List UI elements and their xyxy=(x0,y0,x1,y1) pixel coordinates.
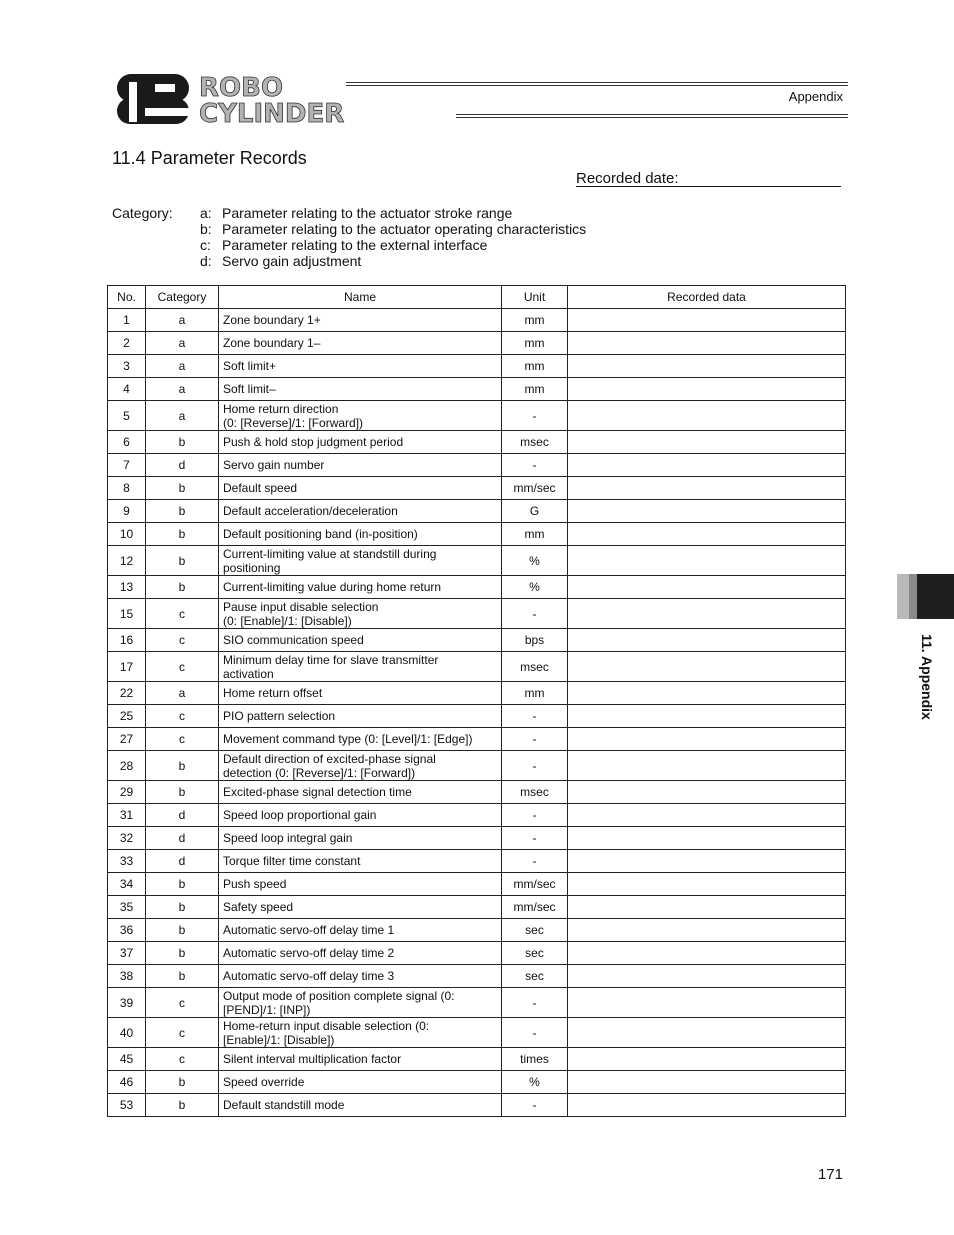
cell-name-line: PIO pattern selection xyxy=(223,709,336,723)
cell-name xyxy=(219,1048,502,1071)
cell-category: d xyxy=(146,827,219,850)
cell-name-line: Safety speed xyxy=(223,900,294,914)
cell-no: 7 xyxy=(108,454,146,477)
cell-no: 28 xyxy=(108,751,146,781)
cell-name xyxy=(219,781,502,804)
cell-name xyxy=(219,873,502,896)
cell-name xyxy=(219,705,502,728)
table-row xyxy=(108,850,846,873)
cell-unit: % xyxy=(502,1071,568,1094)
cell-category: a xyxy=(146,682,219,705)
cell-category: b xyxy=(146,965,219,988)
cell-unit: - xyxy=(502,705,568,728)
parameter-records-table xyxy=(107,285,846,1117)
cell-name-line: Speed loop integral gain xyxy=(223,831,353,845)
cell-name xyxy=(219,477,502,500)
cell-unit: mm xyxy=(502,682,568,705)
cell-recorded-data xyxy=(568,988,846,1018)
table-row xyxy=(108,599,846,629)
cell-category: b xyxy=(146,431,219,454)
cell-unit: mm xyxy=(502,332,568,355)
cell-name xyxy=(219,965,502,988)
category-text: Servo gain adjustment xyxy=(222,253,362,269)
cell-name-line: Default positioning band (in-position) xyxy=(223,527,418,541)
column-header-name: Name xyxy=(219,286,502,309)
cell-category: a xyxy=(146,355,219,378)
cell-no: 13 xyxy=(108,576,146,599)
table-row xyxy=(108,873,846,896)
cell-name xyxy=(219,804,502,827)
cell-name-line: activation xyxy=(223,666,274,681)
category-item xyxy=(200,221,586,237)
cell-name xyxy=(219,652,502,682)
cell-unit: msec xyxy=(502,431,568,454)
cell-category: b xyxy=(146,1071,219,1094)
cell-name-line: [Enable]/1: [Disable]) xyxy=(223,1032,335,1047)
cell-name xyxy=(219,500,502,523)
cell-unit: mm xyxy=(502,523,568,546)
cell-name-line: Push speed xyxy=(223,877,287,891)
category-item xyxy=(200,205,512,221)
cell-recorded-data xyxy=(568,896,846,919)
cell-unit: - xyxy=(502,827,568,850)
cell-name-line: Movement command type (0: [Level]/1: [Edge]) xyxy=(223,732,473,746)
cell-name xyxy=(219,599,502,629)
table-row xyxy=(108,1071,846,1094)
table-row xyxy=(108,896,846,919)
cell-category: b xyxy=(146,546,219,576)
cell-recorded-data xyxy=(568,873,846,896)
chapter-tab-stripe-light xyxy=(897,574,909,619)
cell-name-line: (0: [Enable]/1: [Disable]) xyxy=(223,613,352,628)
cell-unit: mm/sec xyxy=(502,477,568,500)
cell-category: c xyxy=(146,652,219,682)
cell-name-line: Soft limit+ xyxy=(223,359,277,373)
cell-recorded-data xyxy=(568,682,846,705)
cell-unit: G xyxy=(502,500,568,523)
cell-name-line: Home-return input disable selection (0: xyxy=(223,1018,430,1033)
cell-unit: mm/sec xyxy=(502,873,568,896)
cell-recorded-data xyxy=(568,454,846,477)
cell-recorded-data xyxy=(568,309,846,332)
column-header-category: Category xyxy=(146,286,219,309)
cell-category: a xyxy=(146,378,219,401)
table-row xyxy=(108,431,846,454)
cell-no: 16 xyxy=(108,629,146,652)
cell-name-line: Servo gain number xyxy=(223,458,325,472)
cell-recorded-data xyxy=(568,378,846,401)
cell-unit: % xyxy=(502,576,568,599)
table-row xyxy=(108,804,846,827)
cell-recorded-data xyxy=(568,1048,846,1071)
cell-category: d xyxy=(146,804,219,827)
table-row xyxy=(108,477,846,500)
cell-name xyxy=(219,682,502,705)
cell-no: 34 xyxy=(108,873,146,896)
cell-no: 32 xyxy=(108,827,146,850)
cell-category: c xyxy=(146,1048,219,1071)
cell-no: 1 xyxy=(108,309,146,332)
table-row xyxy=(108,523,846,546)
table-row xyxy=(108,781,846,804)
header-rule-bottom-2 xyxy=(456,117,848,118)
cell-unit: mm/sec xyxy=(502,896,568,919)
cell-recorded-data xyxy=(568,500,846,523)
cell-recorded-data xyxy=(568,652,846,682)
cell-name-line: Default acceleration/deceleration xyxy=(223,504,398,518)
cell-category: c xyxy=(146,629,219,652)
cell-category: d xyxy=(146,850,219,873)
column-header-recorded-data: Recorded data xyxy=(568,286,846,309)
cell-name xyxy=(219,1071,502,1094)
cell-name-line: Output mode of position complete signal (0: xyxy=(223,988,455,1003)
cell-no: 5 xyxy=(108,401,146,431)
cell-name xyxy=(219,332,502,355)
cell-no: 6 xyxy=(108,431,146,454)
cell-unit: mm xyxy=(502,309,568,332)
cell-name-line: Automatic servo-off delay time 1 xyxy=(223,923,395,937)
cell-category: a xyxy=(146,309,219,332)
cell-name xyxy=(219,523,502,546)
table-body xyxy=(108,309,846,1117)
cell-category: b xyxy=(146,896,219,919)
table-row xyxy=(108,332,846,355)
cell-unit: - xyxy=(502,988,568,1018)
table-header-row xyxy=(108,286,846,309)
page-number: 171 xyxy=(817,1166,843,1183)
cell-recorded-data xyxy=(568,629,846,652)
cell-name-line: Zone boundary 1+ xyxy=(223,313,321,327)
cell-no: 38 xyxy=(108,965,146,988)
header-rule-bottom-1 xyxy=(456,114,848,115)
cell-category: a xyxy=(146,332,219,355)
cell-unit: - xyxy=(502,454,568,477)
cell-no: 25 xyxy=(108,705,146,728)
cell-recorded-data xyxy=(568,401,846,431)
table-row xyxy=(108,751,846,781)
cell-name-line: Speed loop proportional gain xyxy=(223,808,377,822)
cell-category: c xyxy=(146,988,219,1018)
cell-name xyxy=(219,1094,502,1117)
cell-recorded-data xyxy=(568,728,846,751)
cell-unit: - xyxy=(502,728,568,751)
cell-name xyxy=(219,850,502,873)
cell-category: c xyxy=(146,1018,219,1048)
cell-name-line: Push & hold stop judgment period xyxy=(223,435,404,449)
cell-recorded-data xyxy=(568,705,846,728)
cell-unit: - xyxy=(502,1018,568,1048)
cell-unit: sec xyxy=(502,919,568,942)
cell-no: 12 xyxy=(108,546,146,576)
cell-category: b xyxy=(146,873,219,896)
table-row xyxy=(108,546,846,576)
header-rule-top-2 xyxy=(346,85,848,86)
table-row xyxy=(108,827,846,850)
cell-unit: mm xyxy=(502,378,568,401)
category-key: b: xyxy=(200,221,212,237)
cell-name-line: Current-limiting value at standstill during xyxy=(223,546,437,561)
cell-category: b xyxy=(146,919,219,942)
cell-name xyxy=(219,1018,502,1048)
table-row xyxy=(108,988,846,1018)
cell-name-line: Silent interval multiplication factor xyxy=(223,1052,402,1066)
cell-name xyxy=(219,896,502,919)
cell-no: 33 xyxy=(108,850,146,873)
cell-no: 53 xyxy=(108,1094,146,1117)
cell-name-line: positioning xyxy=(223,560,281,575)
table-row xyxy=(108,454,846,477)
cell-name xyxy=(219,827,502,850)
cell-recorded-data xyxy=(568,850,846,873)
cell-recorded-data xyxy=(568,1071,846,1094)
cell-name-line: Home return direction xyxy=(223,401,339,416)
cell-recorded-data xyxy=(568,1018,846,1048)
cell-name-line: Default standstill mode xyxy=(223,1098,345,1112)
cell-no: 46 xyxy=(108,1071,146,1094)
cell-name xyxy=(219,728,502,751)
cell-name-line: SIO communication speed xyxy=(223,633,364,647)
table-row xyxy=(108,500,846,523)
cell-category: b xyxy=(146,500,219,523)
cell-name-line: Pause input disable selection xyxy=(223,599,379,614)
cell-name xyxy=(219,751,502,781)
cell-recorded-data xyxy=(568,804,846,827)
cell-name xyxy=(219,919,502,942)
cell-recorded-data xyxy=(568,942,846,965)
cell-name xyxy=(219,546,502,576)
cell-no: 36 xyxy=(108,919,146,942)
category-key: c: xyxy=(200,237,211,253)
cell-category: c xyxy=(146,705,219,728)
category-item xyxy=(200,237,487,253)
cell-unit: - xyxy=(502,1094,568,1117)
chapter-tab-stripe-mid xyxy=(909,574,917,619)
cell-no: 22 xyxy=(108,682,146,705)
cell-name xyxy=(219,355,502,378)
cell-unit: sec xyxy=(502,942,568,965)
cell-unit: - xyxy=(502,850,568,873)
cell-name-line: Excited-phase signal detection time xyxy=(223,785,412,799)
cell-category: b xyxy=(146,942,219,965)
cell-unit: bps xyxy=(502,629,568,652)
chapter-tab-stripe-dark xyxy=(917,574,954,619)
table-row xyxy=(108,705,846,728)
cell-recorded-data xyxy=(568,355,846,378)
table-row xyxy=(108,1048,846,1071)
cell-unit: - xyxy=(502,401,568,431)
table-row xyxy=(108,576,846,599)
cell-unit: sec xyxy=(502,965,568,988)
cell-recorded-data xyxy=(568,965,846,988)
cell-unit: - xyxy=(502,804,568,827)
cell-name-line: Minimum delay time for slave transmitter xyxy=(223,652,439,667)
cell-name xyxy=(219,988,502,1018)
cell-category: b xyxy=(146,751,219,781)
cell-no: 15 xyxy=(108,599,146,629)
cell-name-line: [PEND]/1: [INP]) xyxy=(223,1002,311,1017)
cell-unit: msec xyxy=(502,781,568,804)
cell-name xyxy=(219,401,502,431)
category-text: Parameter relating to the actuator stroke range xyxy=(222,205,513,221)
cell-no: 3 xyxy=(108,355,146,378)
recorded-date-field: Recorded date: xyxy=(576,170,841,187)
cell-no: 31 xyxy=(108,804,146,827)
category-text: Parameter relating to the external interface xyxy=(222,237,488,253)
cell-no: 9 xyxy=(108,500,146,523)
cell-no: 10 xyxy=(108,523,146,546)
chapter-tab-label: 11. Appendix xyxy=(919,634,935,720)
cell-category: b xyxy=(146,576,219,599)
cell-name-line: Automatic servo-off delay time 2 xyxy=(223,946,395,960)
header-section-label: Appendix xyxy=(788,89,843,104)
cell-recorded-data xyxy=(568,576,846,599)
cell-name-line: Speed override xyxy=(223,1075,305,1089)
cell-no: 39 xyxy=(108,988,146,1018)
cell-category: b xyxy=(146,477,219,500)
table-row xyxy=(108,309,846,332)
category-legend-label: Category: xyxy=(112,205,173,221)
robo-cylinder-logo xyxy=(115,72,450,126)
cell-no: 8 xyxy=(108,477,146,500)
cell-name-line: Default speed xyxy=(223,481,298,495)
cell-no: 45 xyxy=(108,1048,146,1071)
cell-unit: - xyxy=(502,751,568,781)
cell-name xyxy=(219,309,502,332)
cell-no: 40 xyxy=(108,1018,146,1048)
column-header-no: No. xyxy=(108,286,146,309)
cell-name xyxy=(219,629,502,652)
cell-unit: times xyxy=(502,1048,568,1071)
cell-name-line: (0: [Reverse]/1: [Forward]) xyxy=(223,415,364,430)
cell-no: 17 xyxy=(108,652,146,682)
column-header-unit: Unit xyxy=(502,286,568,309)
table-row xyxy=(108,682,846,705)
table-row xyxy=(108,652,846,682)
cell-recorded-data xyxy=(568,919,846,942)
cell-category: b xyxy=(146,781,219,804)
category-key: d: xyxy=(200,253,212,269)
header-rule-top-1 xyxy=(346,82,848,83)
cell-recorded-data xyxy=(568,477,846,500)
cell-name-line: Soft limit– xyxy=(223,382,276,396)
cell-name-line: Torque filter time constant xyxy=(223,854,361,868)
cell-recorded-data xyxy=(568,546,846,576)
cell-name-line: Default direction of excited-phase signal xyxy=(223,751,436,766)
cell-category: c xyxy=(146,599,219,629)
logo-wordmark-robo: ROBO xyxy=(199,73,284,103)
cell-no: 29 xyxy=(108,781,146,804)
cell-name-line: detection (0: [Reverse]/1: [Forward]) xyxy=(223,765,416,780)
table-row xyxy=(108,728,846,751)
cell-name-line: Automatic servo-off delay time 3 xyxy=(223,969,395,983)
cell-unit: mm xyxy=(502,355,568,378)
table-row xyxy=(108,1018,846,1048)
table-row xyxy=(108,942,846,965)
cell-no: 2 xyxy=(108,332,146,355)
cell-category: b xyxy=(146,523,219,546)
table-row xyxy=(108,965,846,988)
cell-recorded-data xyxy=(568,431,846,454)
category-key: a: xyxy=(200,205,212,221)
table-row xyxy=(108,401,846,431)
chapter-tab xyxy=(897,574,954,619)
table-row xyxy=(108,378,846,401)
table-row xyxy=(108,629,846,652)
logo-wordmark-cylinder: CYLINDER xyxy=(199,99,345,126)
cell-unit: msec xyxy=(502,652,568,682)
cell-name-line: Home return offset xyxy=(223,686,323,700)
table-row xyxy=(108,355,846,378)
cell-category: b xyxy=(146,1094,219,1117)
cell-recorded-data xyxy=(568,751,846,781)
cell-name xyxy=(219,454,502,477)
cell-no: 4 xyxy=(108,378,146,401)
cell-name-line: Current-limiting value during home return xyxy=(223,580,442,594)
cell-unit: - xyxy=(502,599,568,629)
cell-name xyxy=(219,378,502,401)
cell-name xyxy=(219,431,502,454)
cell-unit: % xyxy=(502,546,568,576)
section-title: 11.4 Parameter Records xyxy=(112,148,307,168)
cell-name xyxy=(219,576,502,599)
cell-recorded-data xyxy=(568,827,846,850)
cell-recorded-data xyxy=(568,599,846,629)
cell-category: d xyxy=(146,454,219,477)
cell-no: 27 xyxy=(108,728,146,751)
cell-category: c xyxy=(146,728,219,751)
table-row xyxy=(108,1094,846,1117)
cell-no: 37 xyxy=(108,942,146,965)
cell-name-line: Zone boundary 1– xyxy=(223,336,321,350)
category-text: Parameter relating to the actuator operating characteristics xyxy=(222,221,587,237)
cell-no: 35 xyxy=(108,896,146,919)
cell-recorded-data xyxy=(568,781,846,804)
cell-recorded-data xyxy=(568,523,846,546)
table-row xyxy=(108,919,846,942)
cell-recorded-data xyxy=(568,332,846,355)
category-item xyxy=(200,253,361,269)
cell-name xyxy=(219,942,502,965)
cell-recorded-data xyxy=(568,1094,846,1117)
cell-category: a xyxy=(146,401,219,431)
